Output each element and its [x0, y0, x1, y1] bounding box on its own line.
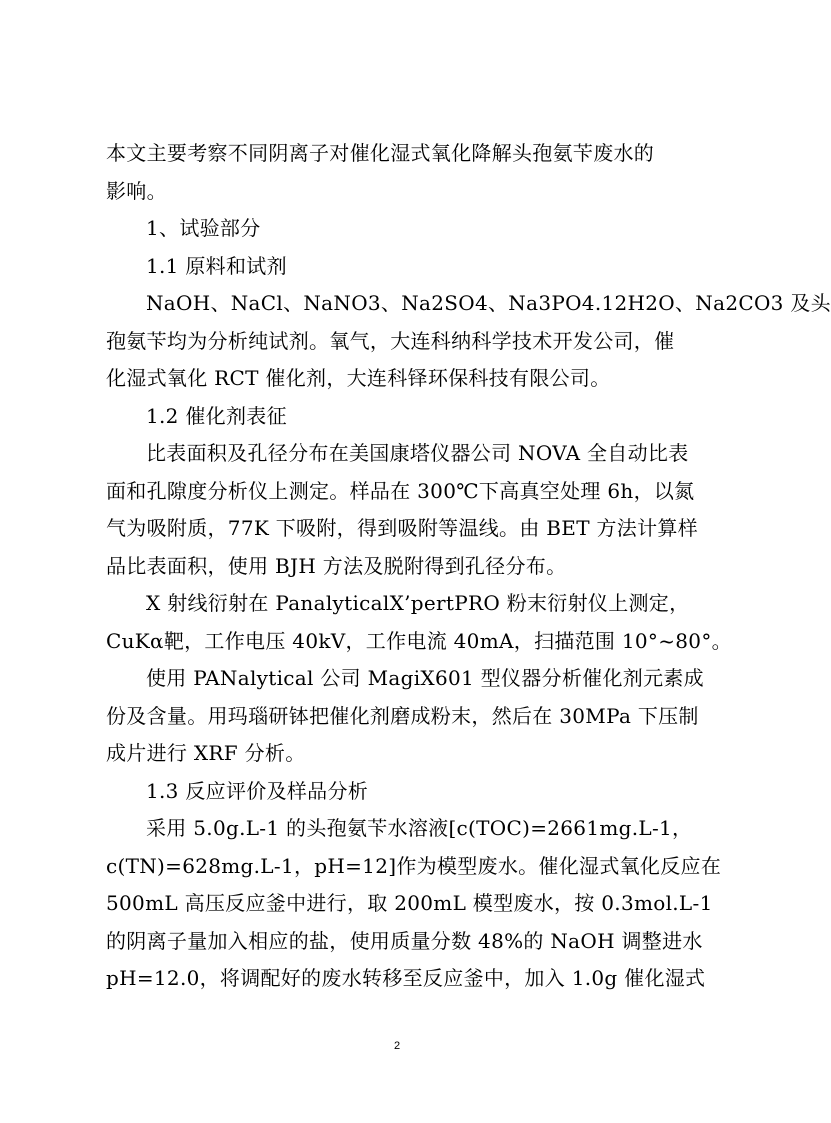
paragraph-line: 成片进行 XRF 分析。	[106, 741, 306, 765]
paragraph-line: 面和孔隙度分析仪上测定。样品在 300℃下高真空处理 6h，以氮	[106, 478, 695, 503]
paragraph-line: 采用 5.0g.L-1 的头孢氨苄水溶液[c(TOC)=2661mg.L-1，	[146, 816, 693, 840]
section-heading: 1、试验部分	[146, 216, 261, 240]
paragraph-line: 孢氨苄均为分析纯试剂。氧气，大连科纳科学技术开发公司，催	[106, 328, 675, 353]
paragraph-line: c(TN)=628mg.L-1，pH=12]作为模型废水。催化湿式氧化反应在	[106, 853, 722, 878]
paragraph-line: CuKα靶，工作电压 40kV，工作电流 40mA，扫描范围 10°~80°。	[106, 628, 732, 653]
paragraph-line: 使用 PANalytical 公司 MagiX601 型仪器分析催化剂元素成	[146, 666, 704, 690]
paragraph-line: 500mL 高压反应釜中进行，取 200mL 模型废水，按 0.3mol.L-1	[106, 891, 713, 915]
paragraph-line: 气为吸附质，77K 下吸附，得到吸附等温线。由 BET 方法计算样	[106, 516, 698, 540]
paragraph-line: 比表面积及孔径分布在美国康塔仪器公司 NOVA 全自动比表	[146, 441, 689, 465]
subsection-heading: 1.1 原料和试剂	[146, 253, 287, 278]
paragraph-line: X 射线衍射在 PanalyticalX’pertPRO 粉末衍射仪上测定，	[146, 591, 690, 615]
subsection-heading: 1.3 反应评价及样品分析	[146, 778, 369, 803]
document-body	[106, 135, 831, 998]
paragraph-line: 本文主要考察不同阴离子对催化湿式氧化降解头孢氨苄废水的	[106, 141, 655, 165]
paragraph-line: 品比表面积，使用 BJH 方法及脱附得到孔径分布。	[106, 553, 567, 578]
paragraph-line: 影响。	[106, 178, 167, 203]
paragraph-line: 份及含量。用玛瑙研钵把催化剂磨成粉末，然后在 30MPa 下压制	[106, 703, 699, 728]
subsection-heading: 1.2 催化剂表征	[146, 403, 287, 428]
paragraph-line: 化湿式氧化 RCT 催化剂，大连科铎环保科技有限公司。	[106, 366, 611, 390]
paragraph-line: 的阴离子量加入相应的盐，使用质量分数 48%的 NaOH 调整进水	[106, 928, 703, 953]
page-number: 2	[393, 1040, 401, 1052]
paragraph-line: NaOH、NaCl、NaNO3、Na2SO4、Na3PO4.12H2O、Na2CO3 及头	[146, 291, 831, 315]
paragraph-line: pH=12.0，将调配好的废水转移至反应釜中，加入 1.0g 催化湿式	[106, 966, 706, 990]
